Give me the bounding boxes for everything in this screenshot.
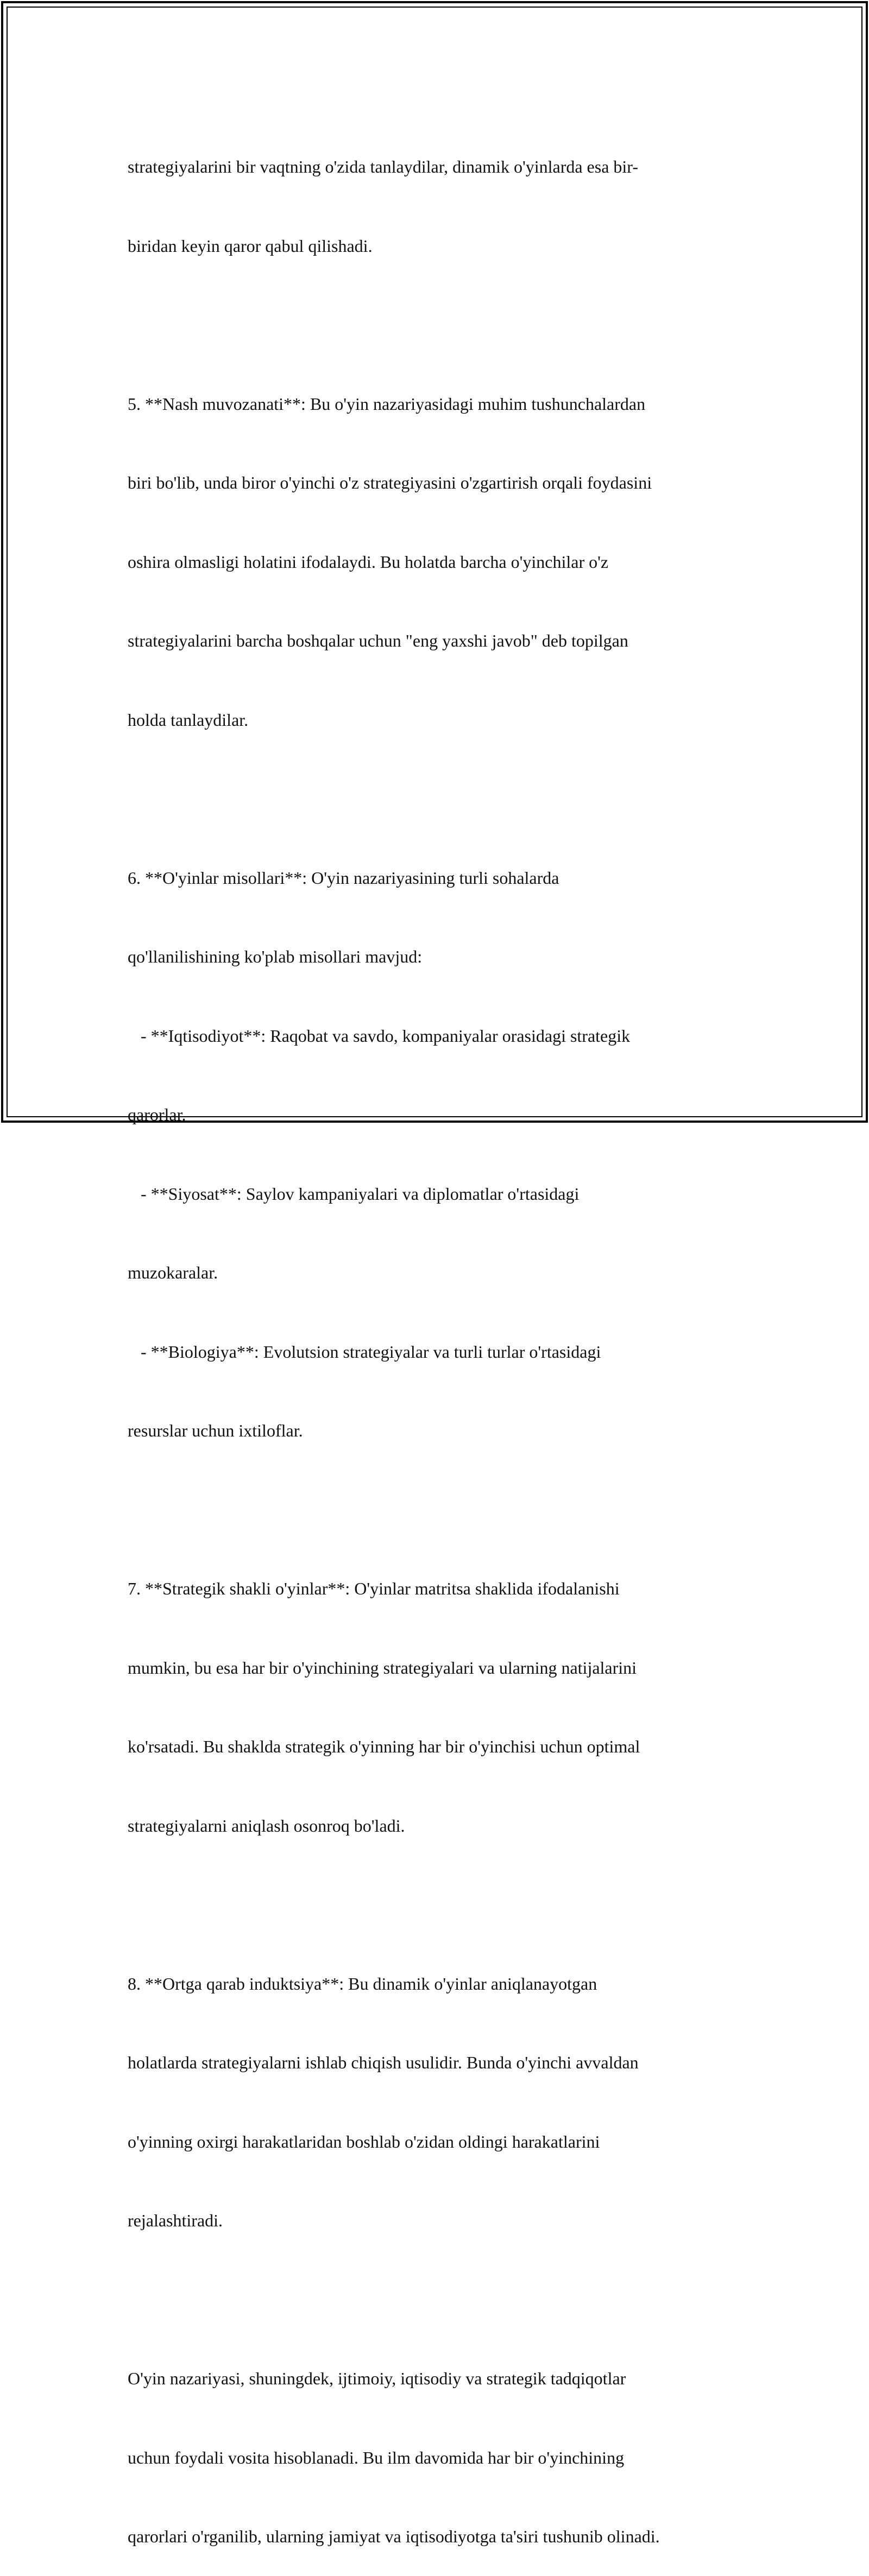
text-line: qo'llanilishining ko'plab misollari mavjud: — [128, 947, 423, 966]
text-line: mumkin, bu esa har bir o'yinchining strategiyalari va ularning natijalarini — [128, 1657, 637, 1678]
text-line: ko'rsatadi. Bu shaklda strategik o'yinning har bir o'yinchisi uchun optimal — [128, 1737, 640, 1756]
text-line: 8. **Ortga qarab induktsiya**: Bu dinamik o'yinlar aniqlanayotgan — [128, 1973, 597, 1993]
text-line: 5. **Nash muvozanati**: Bu o'yin nazariyasidagi muhim tushunchalardan — [128, 394, 646, 414]
text-line: biridan keyin qaror qabul qilishadi. — [128, 236, 373, 256]
text-line: uchun foydali vosita hisoblanadi. Bu ilm davomida har bir o'yinchining — [128, 2447, 625, 2467]
text-line: strategiyalarini bir vaqtning o'zida tanlaydilar, dinamik o'yinlarda esa bir- — [128, 157, 638, 176]
text-line: oshira olmasligi holatini ifodalaydi. Bu holatda barcha o'yinchilar o'z — [128, 552, 609, 572]
blank-line — [128, 1497, 769, 1523]
text-line: 6. **O'yinlar misollari**: O'yin nazariyasining turli sohalarda — [128, 868, 559, 888]
text-line: O'yin nazariyasi, shuningdek, ijtimoiy, iqtisodiy va strategik tadqiqotlar — [128, 2369, 626, 2388]
text-line: qarorlari o'rganilib, ularning jamiyat va iqtisodiyotga ta'siri tushunib olinadi. — [128, 2527, 660, 2546]
text-line: - **Siyosat**: Saylov kampaniyalari va diplomatlar o'rtasidagi — [128, 1183, 580, 1204]
text-line: resurslar uchun ixtiloflar. — [128, 1421, 303, 1440]
text-line: 7. **Strategik shakli o'yinlar**: O'yinlar matritsa shaklida ifodalanishi — [128, 1579, 620, 1598]
text-line: rejalashtiradi. — [128, 2211, 223, 2230]
text-line: strategiyalarini barcha boshqalar uchun "eng yaxshi javob" deb topilgan — [128, 631, 628, 650]
text-line: - **Biologiya**: Evolutsion strategiyalar va turli turlar o'rtasidagi — [128, 1341, 601, 1362]
text-line: holda tanlaydilar. — [128, 710, 249, 730]
document-text — [128, 101, 769, 2576]
text-line: muzokaralar. — [128, 1263, 218, 1282]
text-line: strategiyalarni aniqlash osonroq bo'ladi. — [128, 1815, 405, 1836]
text-line: o'yinning oxirgi harakatlaridan boshlab o'zidan oldingi harakatlarini — [128, 2131, 600, 2151]
blank-line — [128, 786, 769, 812]
text-line: qarorlar. — [128, 1105, 186, 1124]
text-line: holatlarda strategiyalarni ishlab chiqish usulidir. Bunda o'yinchi avvaldan — [128, 2053, 639, 2072]
text-line: - **Iqtisodiyot**: Raqobat va savdo, kompaniyalar orasidagi strategik — [128, 1026, 631, 1046]
blank-line — [128, 312, 769, 338]
text-line: biri bo'lib, unda biror o'yinchi o'z strategiyasini o'zgartirish orqali foydasini — [128, 473, 652, 492]
blank-line — [128, 2287, 769, 2313]
blank-line — [128, 1891, 769, 1918]
